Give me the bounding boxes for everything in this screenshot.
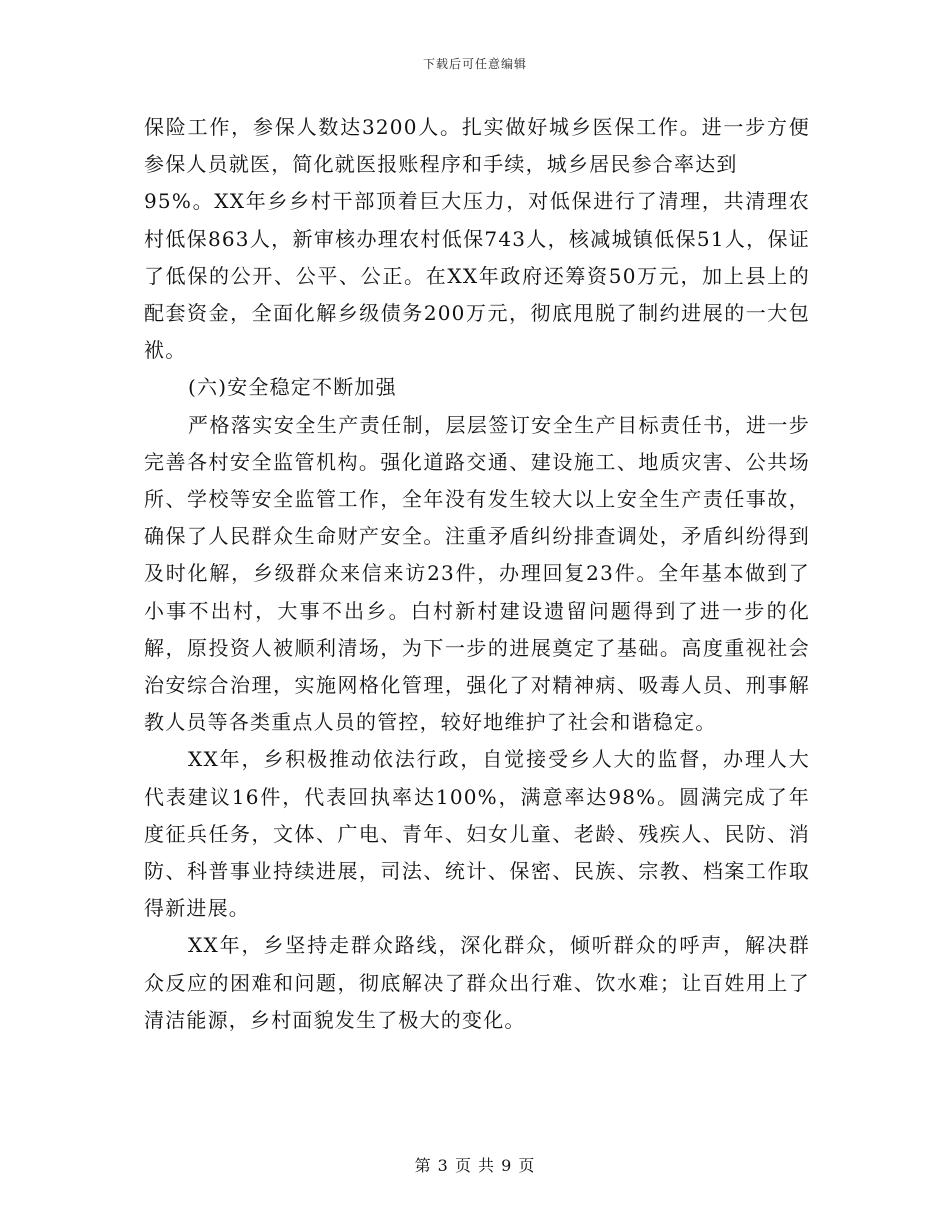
paragraph-insurance: 保险工作，参保人数达3200人。扎实做好城乡医保工作。进一步方便参保人员就医，简化就医报账程序和手续，城乡居民参合率达到 95%。XX年乡乡村干部顶着巨大压力，对低保进行了清理，共清理农村低保863人，新审核办理农村低保743人，核减城镇低保51人，保证了低保的公开、公平、公正。在XX年政府还筹资50万元，加上县上的配套资金，全面化解乡级债务200万元，彻底甩脱了制约进展的一大包袱。 — [144, 115, 810, 363]
document-body — [144, 109, 810, 1039]
page-header: 下载后可任意编辑 — [422, 57, 527, 71]
paragraph-safety: 严格落实安全生产责任制，层层签订安全生产目标责任书，进一步完善各村安全监管机构。强化道路交通、建设施工、地质灾害、公共场所、学校等安全监管工作，全年没有发生较大以上安全生产责任事故，确保了人民群众生命财产安全。注重矛盾纠纷排查调处，矛盾纠纷得到及时化解，乡级群众来信来访23件，办理回复23件。全年基本做到了小事不出村，大事不出乡。白村新村建设遗留问题得到了进一步的化解，原投资人被顺利清场，为下一步的进展奠定了基础。高度重视社会治安综合治理，实施网格化管理，强化了对精神病、吸毒人员、刑事解教人员等各类重点人员的管控，较好地维护了社会和谐稳定。 — [144, 412, 810, 735]
page-number: 第 3 页 共 9 页 — [414, 1156, 536, 1175]
section-heading-safety: (六)安全稳定不断加强 — [188, 375, 397, 400]
paragraph-mass-line: XX年，乡坚持走群众路线，深化群众，倾听群众的呼声，解决群众反应的困难和问题，彻底解决了群众出行难、饮水难；让百姓用上了清洁能源，乡村面貌发生了极大的变化。 — [144, 933, 810, 1032]
paragraph-law-administration: XX年，乡积极推动依法行政，自觉接受乡人大的监督，办理人大代表建议16件，代表回执率达100%，满意率达98%。圆满完成了年度征兵任务，文体、广电、青年、妇女儿童、老龄、残疾人、民防、消防、科普事业持续进展，司法、统计、保密、民族、宗教、档案工作取得新进展。 — [144, 747, 810, 921]
